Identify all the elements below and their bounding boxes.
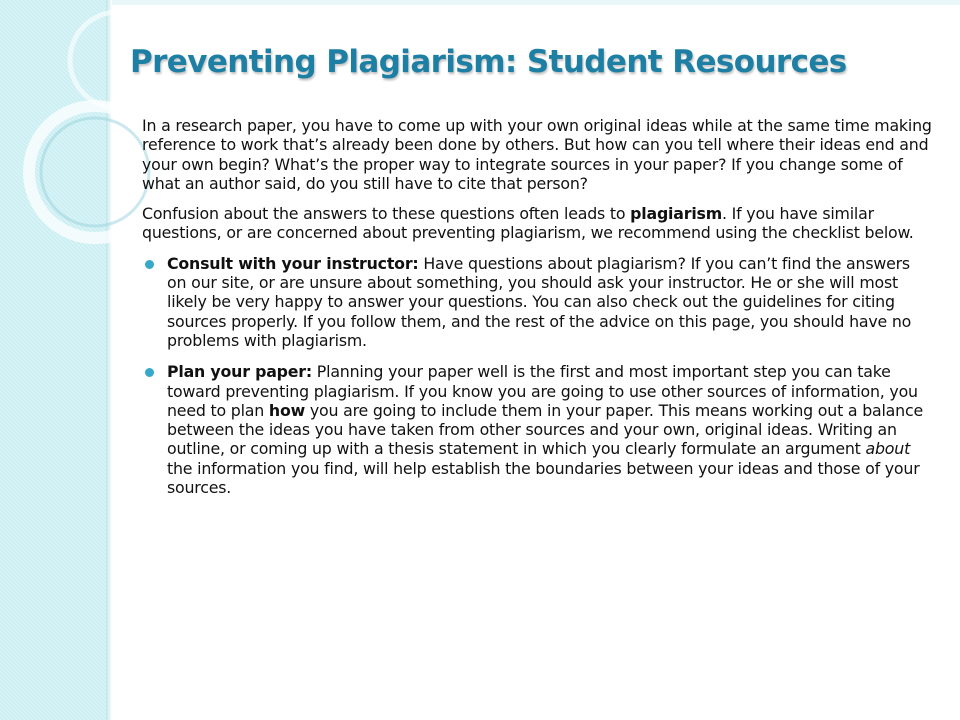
confusion-paragraph — [142, 204, 932, 243]
decorative-ring-inner — [41, 118, 149, 226]
bullet-dot-icon — [145, 260, 154, 269]
emphasis-how: how — [268, 400, 306, 420]
intro-paragraph: In a research paper, you have to come up with your own original ideas while at the same time making reference to work that’s already been done by others. But how can you tell where their ideas end and your own begin? What’s the proper way to integrate sources in your paper? If you change some of what an author said, do you still have to cite that person? — [142, 116, 932, 193]
plagiarism-keyword: plagiarism — [630, 204, 723, 224]
bullet-heading: Consult with your instructor: — [167, 253, 419, 273]
bullet-text: the information you find, will help establish the boundaries between your ideas and those of your sources. — [167, 458, 920, 498]
bullet-text: you are going to include them in your paper. This means working out a balance between the ideas you have taken from other sources and your own, original ideas. Writing an outline, or coming up with a thesis statement in which you clearly formulate an argument — [167, 400, 923, 459]
list-item-plan-paper — [142, 362, 932, 497]
bullet-text: Planning your paper well is the first and most important step you can take toward preventing plagiarism. If you know you are going to use other sources of information, you need to plan — [167, 362, 918, 420]
confusion-text-start: Confusion about the answers to these questions often leads to — [142, 204, 631, 224]
checklist — [142, 254, 932, 498]
bullet-heading: Plan your paper: — [167, 362, 312, 382]
list-item-consult-instructor — [142, 254, 932, 350]
slide-title: Preventing Plagiarism: Student Resources — [130, 44, 847, 80]
bullet-text: Have questions about plagiarism? If you can’t find the answers on our site, or are unsure about something, you should ask your instructor. He or she will most likely be very happy to answer your questions. You can also check out the guidelines for citing sources properly. If you follow them, and the rest of the advice on this page, you should have no problems with plagiarism. — [167, 253, 912, 350]
bullet-dot-icon — [145, 368, 154, 377]
emphasis-about: about — [865, 439, 911, 459]
decorative-ring-large — [29, 106, 160, 238]
top-decorative-band — [112, 0, 960, 5]
slide-body — [142, 116, 932, 509]
confusion-text-end: . If you have similar questions, or are concerned about preventing plagiarism, we recommend using the checklist below. — [142, 204, 914, 243]
